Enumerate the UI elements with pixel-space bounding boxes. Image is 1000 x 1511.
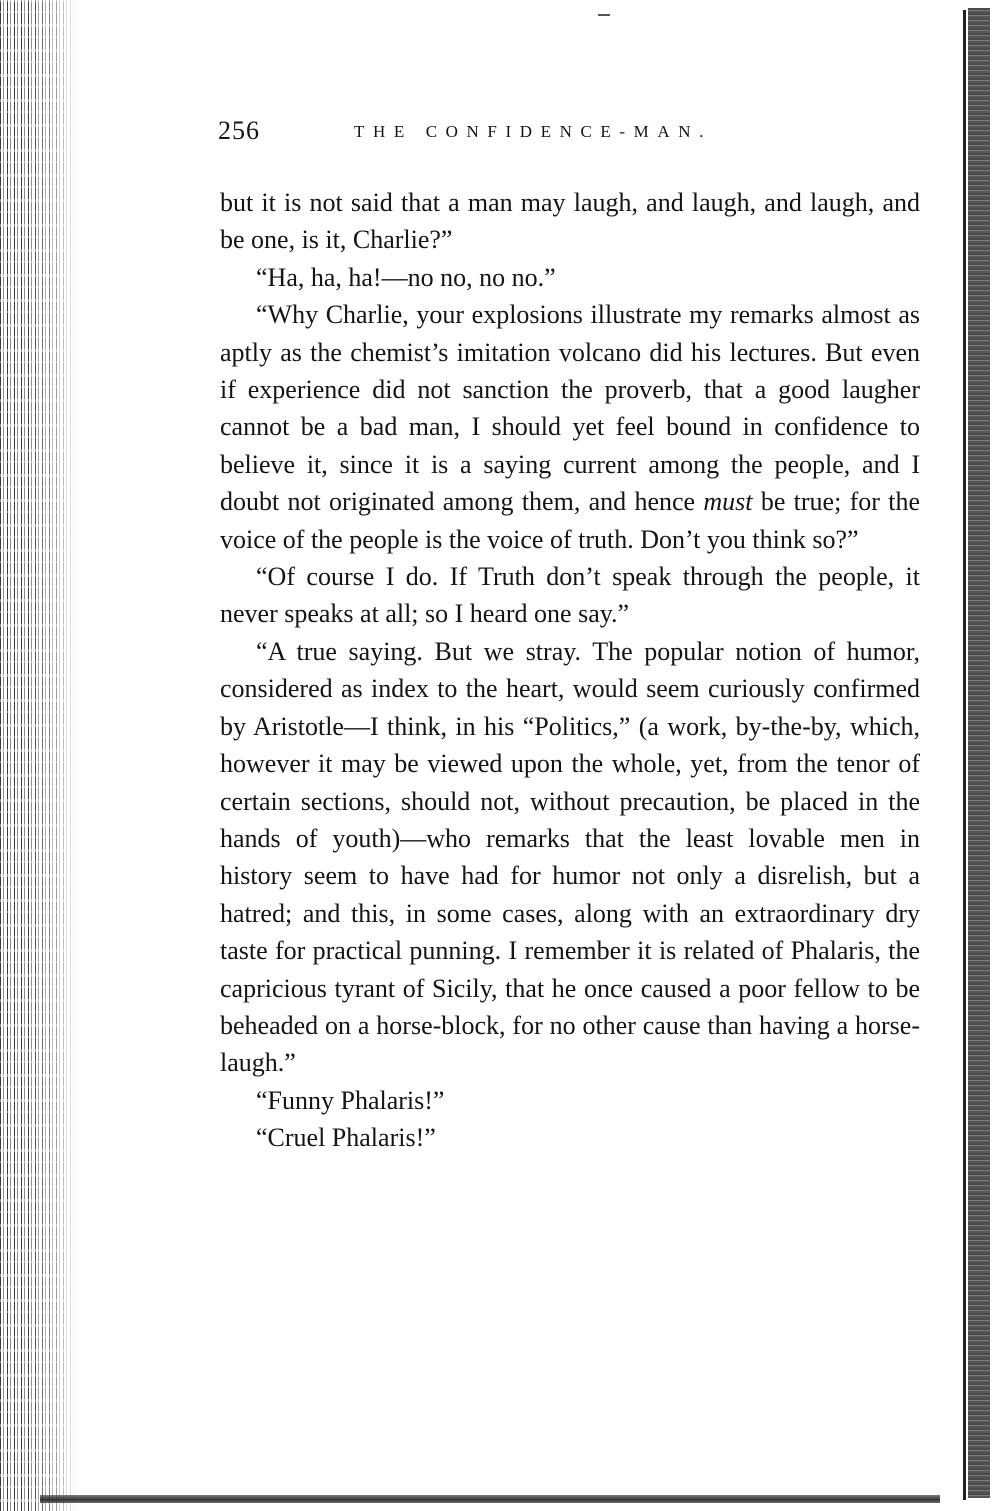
book-title: THE CONFIDENCE-MAN. <box>354 122 712 141</box>
body-text <box>220 184 920 1157</box>
paragraph: but it is not said that a man may laugh, and laugh, and laugh, and be one, is it, Charlie?” <box>220 188 920 255</box>
emphasis-word: must <box>703 487 753 517</box>
paragraph: “Cruel Phalaris!” <box>256 1123 436 1153</box>
page-edge-texture <box>968 8 990 1498</box>
bottom-edge-shadow <box>40 1495 940 1503</box>
paragraph <box>220 296 920 558</box>
scan-mark <box>598 14 610 16</box>
running-head <box>218 116 818 156</box>
paragraph-text: be true; for the voice of the people is the voice of truth. Don’t you think so?” <box>220 487 920 554</box>
paragraph: “Of course I do. If Truth don’t speak through the people, it never speaks at all; so I heard one say.” <box>220 562 920 629</box>
paragraph-text: “Why Charlie, your explosions illustrate my remarks almost as aptly as the chemist’s imitation volcano did his lectures. But even if experience did not sanction the proverb, that a good laugher cannot be a bad man, I should yet feel bound in confidence to believe it, since it is a saying current among the people, and I doubt not originated among them, and hence <box>220 300 920 517</box>
paragraph: “Funny Phalaris!” <box>256 1085 445 1115</box>
page-edge <box>954 0 1000 1511</box>
page-number: 256 <box>218 116 260 145</box>
page-edge-line <box>963 10 966 1500</box>
paragraph: “A true saying. But we stray. The popular notion of humor, considered as index to the heart, would seem curiously confirmed by Aristotle—I think, in his “Politics,” (a work, by-the-by, which, however it may be viewed upon the whole, yet, from the tenor of certain sections, should not, without precaution, be placed in the hands of youth)—who remarks that the least lovable men in history seem to have had for humor not only a disrelish, but a hatred; and this, in some cases, along with an extraordinary dry taste for practical punning. I remember it is related of Phalaris, the capricious tyrant of Sicily, that he once caused a poor fellow to be beheaded on a horse-block, for no other cause than having a horse-laugh.” <box>220 636 920 1078</box>
paragraph: “Ha, ha, ha!—no no, no no.” <box>256 262 556 292</box>
book-gutter-texture <box>0 0 70 1511</box>
